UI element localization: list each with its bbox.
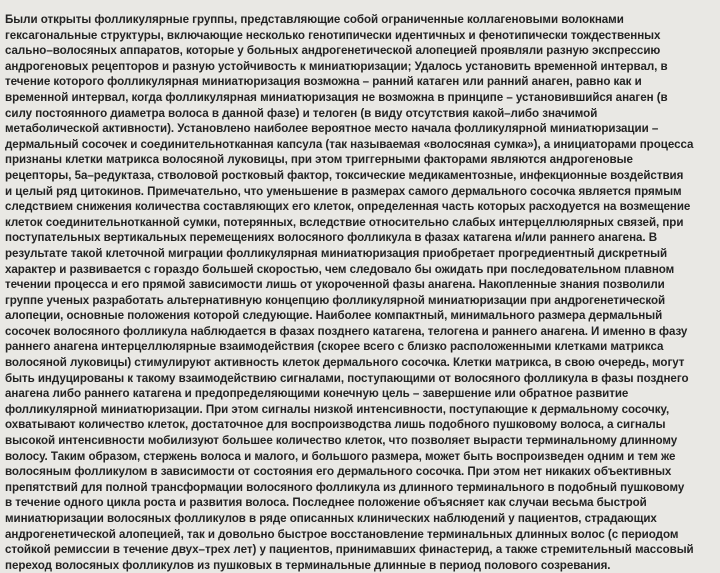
text-line: охватывают количество клеток, достаточное для воспроизводства лишь подобного пушковому волоса, а сигналы	[5, 418, 666, 432]
text-line: гексагональные структуры, включающие несколько генотипически идентичных и фенотипически тождественных	[5, 28, 661, 42]
text-line: алопеции, основные положения которой следующие. Наиболее компактный, минимального размера дермальный	[5, 309, 663, 323]
text-line: андрогенетической алопецией, так и довольно быстрое восстановление терминальных длинных волос (с периодом	[5, 527, 679, 541]
text-line: волосяным фолликулом в зависимости от состояния его дермального сосочка. При этом нет никаких объективных	[5, 465, 672, 479]
text-line: анагена либо раннего катагена и предопределяющими конечную цель – завершение или обратное развитие	[5, 387, 629, 401]
text-line: андрогеновых рецепторов и разную устойчивость к миниатюризации; Удалось установить временной интервал, в	[5, 59, 668, 73]
body-text	[5, 12, 716, 573]
text-line: поступательных вертикальных перемещениях волосяного фолликула в фазах катагена и/или раннего анагена. В	[5, 231, 658, 245]
text-line: течении процесса и его прямой зависимости лишь от укороченной фазы анагена. Накопленные знания позволили	[5, 278, 665, 292]
text-line: волосу. Таким образом, стержень волоса и малого, и большого размера, может быть воспроизведен одним и тем же	[5, 449, 676, 463]
text-line: в течение одного цикла роста и развития волоса. Последнее положение объясняет как случаи весьма быстрой	[5, 496, 647, 510]
text-line: фолликулярной миниатюризации. При этом сигналы низкой интенсивности, поступающие к дермальному сосочку,	[5, 402, 670, 416]
text-line: сально–волосяных аппаратов, которые у больных андрогенетической алопецией проявляли разную экспрессию	[5, 44, 661, 58]
text-line: Были открыты фолликулярные группы, представляющие собой ограниченные коллагеновыми волокнами	[5, 13, 624, 26]
text-line: следствием снижения количества составляющих его клеток, определенная часть которых расходуется на возмещение	[5, 200, 691, 214]
text-line: признаны клетки матрикса волосяной луковицы, при этом триггерными факторами являются андрогеновые	[5, 153, 633, 167]
text-line: быть индуцированы к такому взаимодействию сигналами, поступающими от волосяного фолликула в фазы позднего	[5, 371, 689, 385]
text-line: и целый ряд цитокинов. Примечательно, что уменьшение в размерах самого дермального сосочка является прямым	[5, 184, 682, 198]
text-line: временной интервал, когда фолликулярная миниатюризация не возможна в принципе – установившийся анаген (в	[5, 90, 668, 104]
text-line: группе ученых разработать альтернативную концепцию фолликулярной миниатюризации при андрогенетической	[5, 293, 666, 307]
text-line: высокой интенсивности мобилизуют большее количество клеток, что позволяет вырасти терминальному длинному	[5, 434, 678, 448]
text-line: волосяной луковицы) стимулируют активность клеток дермального сосочка. Клетки матрикса, в свою очередь, могут	[5, 356, 685, 370]
text-line: результате такой клеточной миграции фолликулярная миниатюризация приобретает прогредиентный дискретный	[5, 246, 668, 260]
text-line: переход волосяных фолликулов из пушковых в терминальные длинные в период полового созревания.	[5, 558, 611, 572]
text-line: клеток соединительнотканной сумки, потерянных, вследствие относительно слабых интерцеллюлярных связей, при	[5, 215, 684, 229]
text-line: дермальный сосочек и соединительнотканная капсула (так называемая «волосяная сумка»), а инициаторами процесса	[5, 137, 694, 151]
text-line: раннего анагена интерцеллюлярные взаимодействия (скорее всего с близко расположенными клетками матрикса	[5, 340, 664, 354]
text-line: сосочек волосяного фолликула наблюдается в фазах позднего катагена, телогена и раннего анагена. И именно в фазу	[5, 324, 688, 338]
text-line: стойкой ремиссии в течение двух–трех лет) у пациентов, принимавших финастерид, а также стремительный массовый	[5, 543, 694, 557]
text-line: рецепторы, 5а–редуктаза, стволовой ростковый фактор, токсические медикаментозные, инфекционные воздействия	[5, 168, 684, 182]
text-line: течение которого фолликулярная миниатюризация возможна – ранний катаген или ранний анаген, равно как и	[5, 75, 642, 89]
text-line: метаболической активности). Установлено наиболее вероятное место начала фолликулярной миниатюризации –	[5, 122, 659, 136]
text-line: препятствий для полной трансформации волосяного фолликула из длинного терминального в подобный пушковому	[5, 480, 685, 494]
text-line: характер и развивается с гораздо большей скоростью, чем следовало бы ожидать при последовательном плавном	[5, 262, 675, 276]
text-line: силу постоянного диаметра волоса в данной фазе) и телоген (в виду отсутствия какой–либо значимой	[5, 106, 598, 120]
text-line: миниатюризации волосяных фолликулов в ряде описанных клинических наблюдений у пациентов, страдающих	[5, 512, 657, 525]
